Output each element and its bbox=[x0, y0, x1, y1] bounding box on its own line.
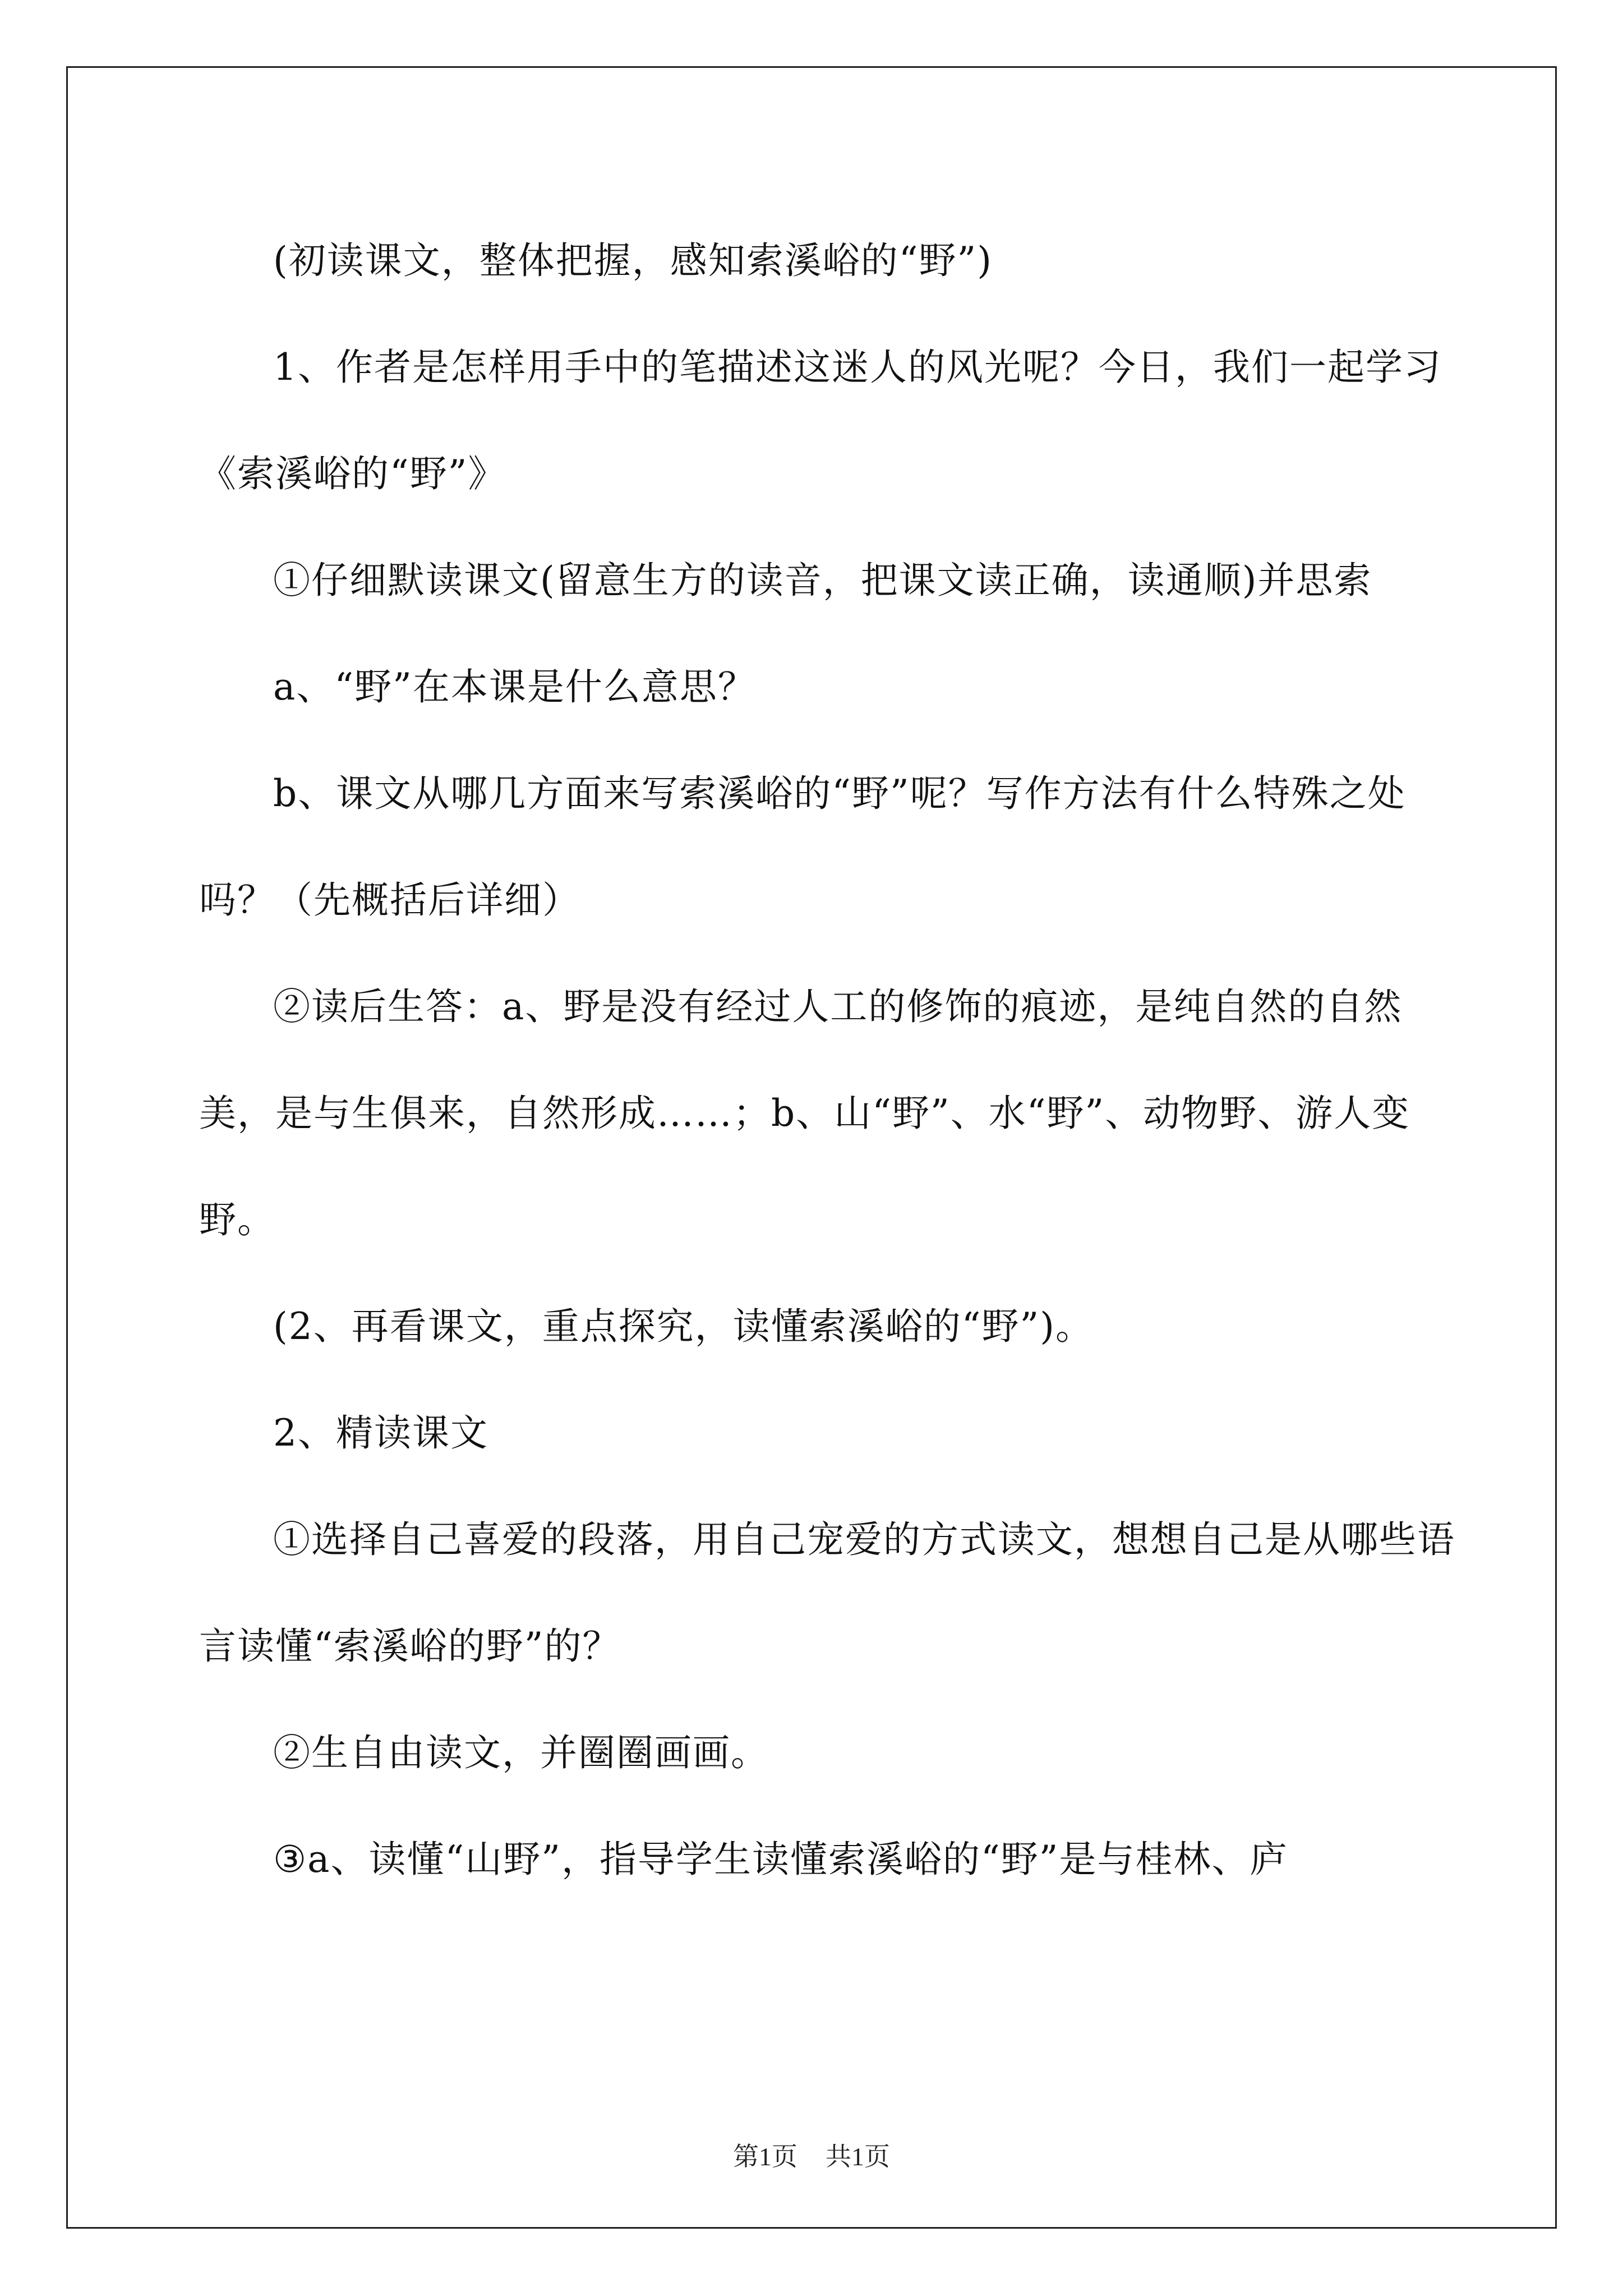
paragraph: ①选择自己喜爱的段落，用自己宠爱的方式读文，想想自己是从哪些语言读懂“索溪峪的野”的？ bbox=[199, 1518, 1455, 1668]
paragraph: (2、再看课文，重点探究，读懂索溪峪的“野”)。 bbox=[273, 1305, 1094, 1348]
paragraph: b、课文从哪几方面来写索溪峪的“野”呢？写作方法有什么特殊之处吗？（先概括后详细） bbox=[199, 772, 1406, 922]
paragraph: ①仔细默读课文(留意生方的读音，把课文读正确，读通顺)并思索 bbox=[273, 559, 1372, 602]
paragraph: ②读后生答：a、野是没有经过人工的修饰的痕迹，是纯自然的自然美，是与生俱来，自然形成……；b、山“野”、水“野”、动物野、游人变野。 bbox=[199, 985, 1410, 1241]
paragraph: (初读课文，整体把握，感知索溪峪的“野”) bbox=[273, 239, 993, 282]
paragraph: a、“野”在本课是什么意思？ bbox=[273, 665, 756, 708]
document-body bbox=[199, 208, 1472, 1913]
paragraph: ②生自由读文，并圈圈画画。 bbox=[273, 1731, 769, 1774]
paragraph: 2、精读课文 bbox=[273, 1411, 488, 1455]
paragraph: 1、作者是怎样用手中的笔描述这迷人的风光呢？今日，我们一起学习《索溪峪的“野”》 bbox=[199, 346, 1442, 495]
page-footer bbox=[0, 2136, 1623, 2173]
page-number-total: 共1页 bbox=[826, 2142, 890, 2171]
paragraph: ③a、读懂“山野”，指导学生读懂索溪峪的“野”是与桂林、庐 bbox=[273, 1838, 1288, 1881]
page-number-current: 第1页 bbox=[733, 2142, 797, 2171]
